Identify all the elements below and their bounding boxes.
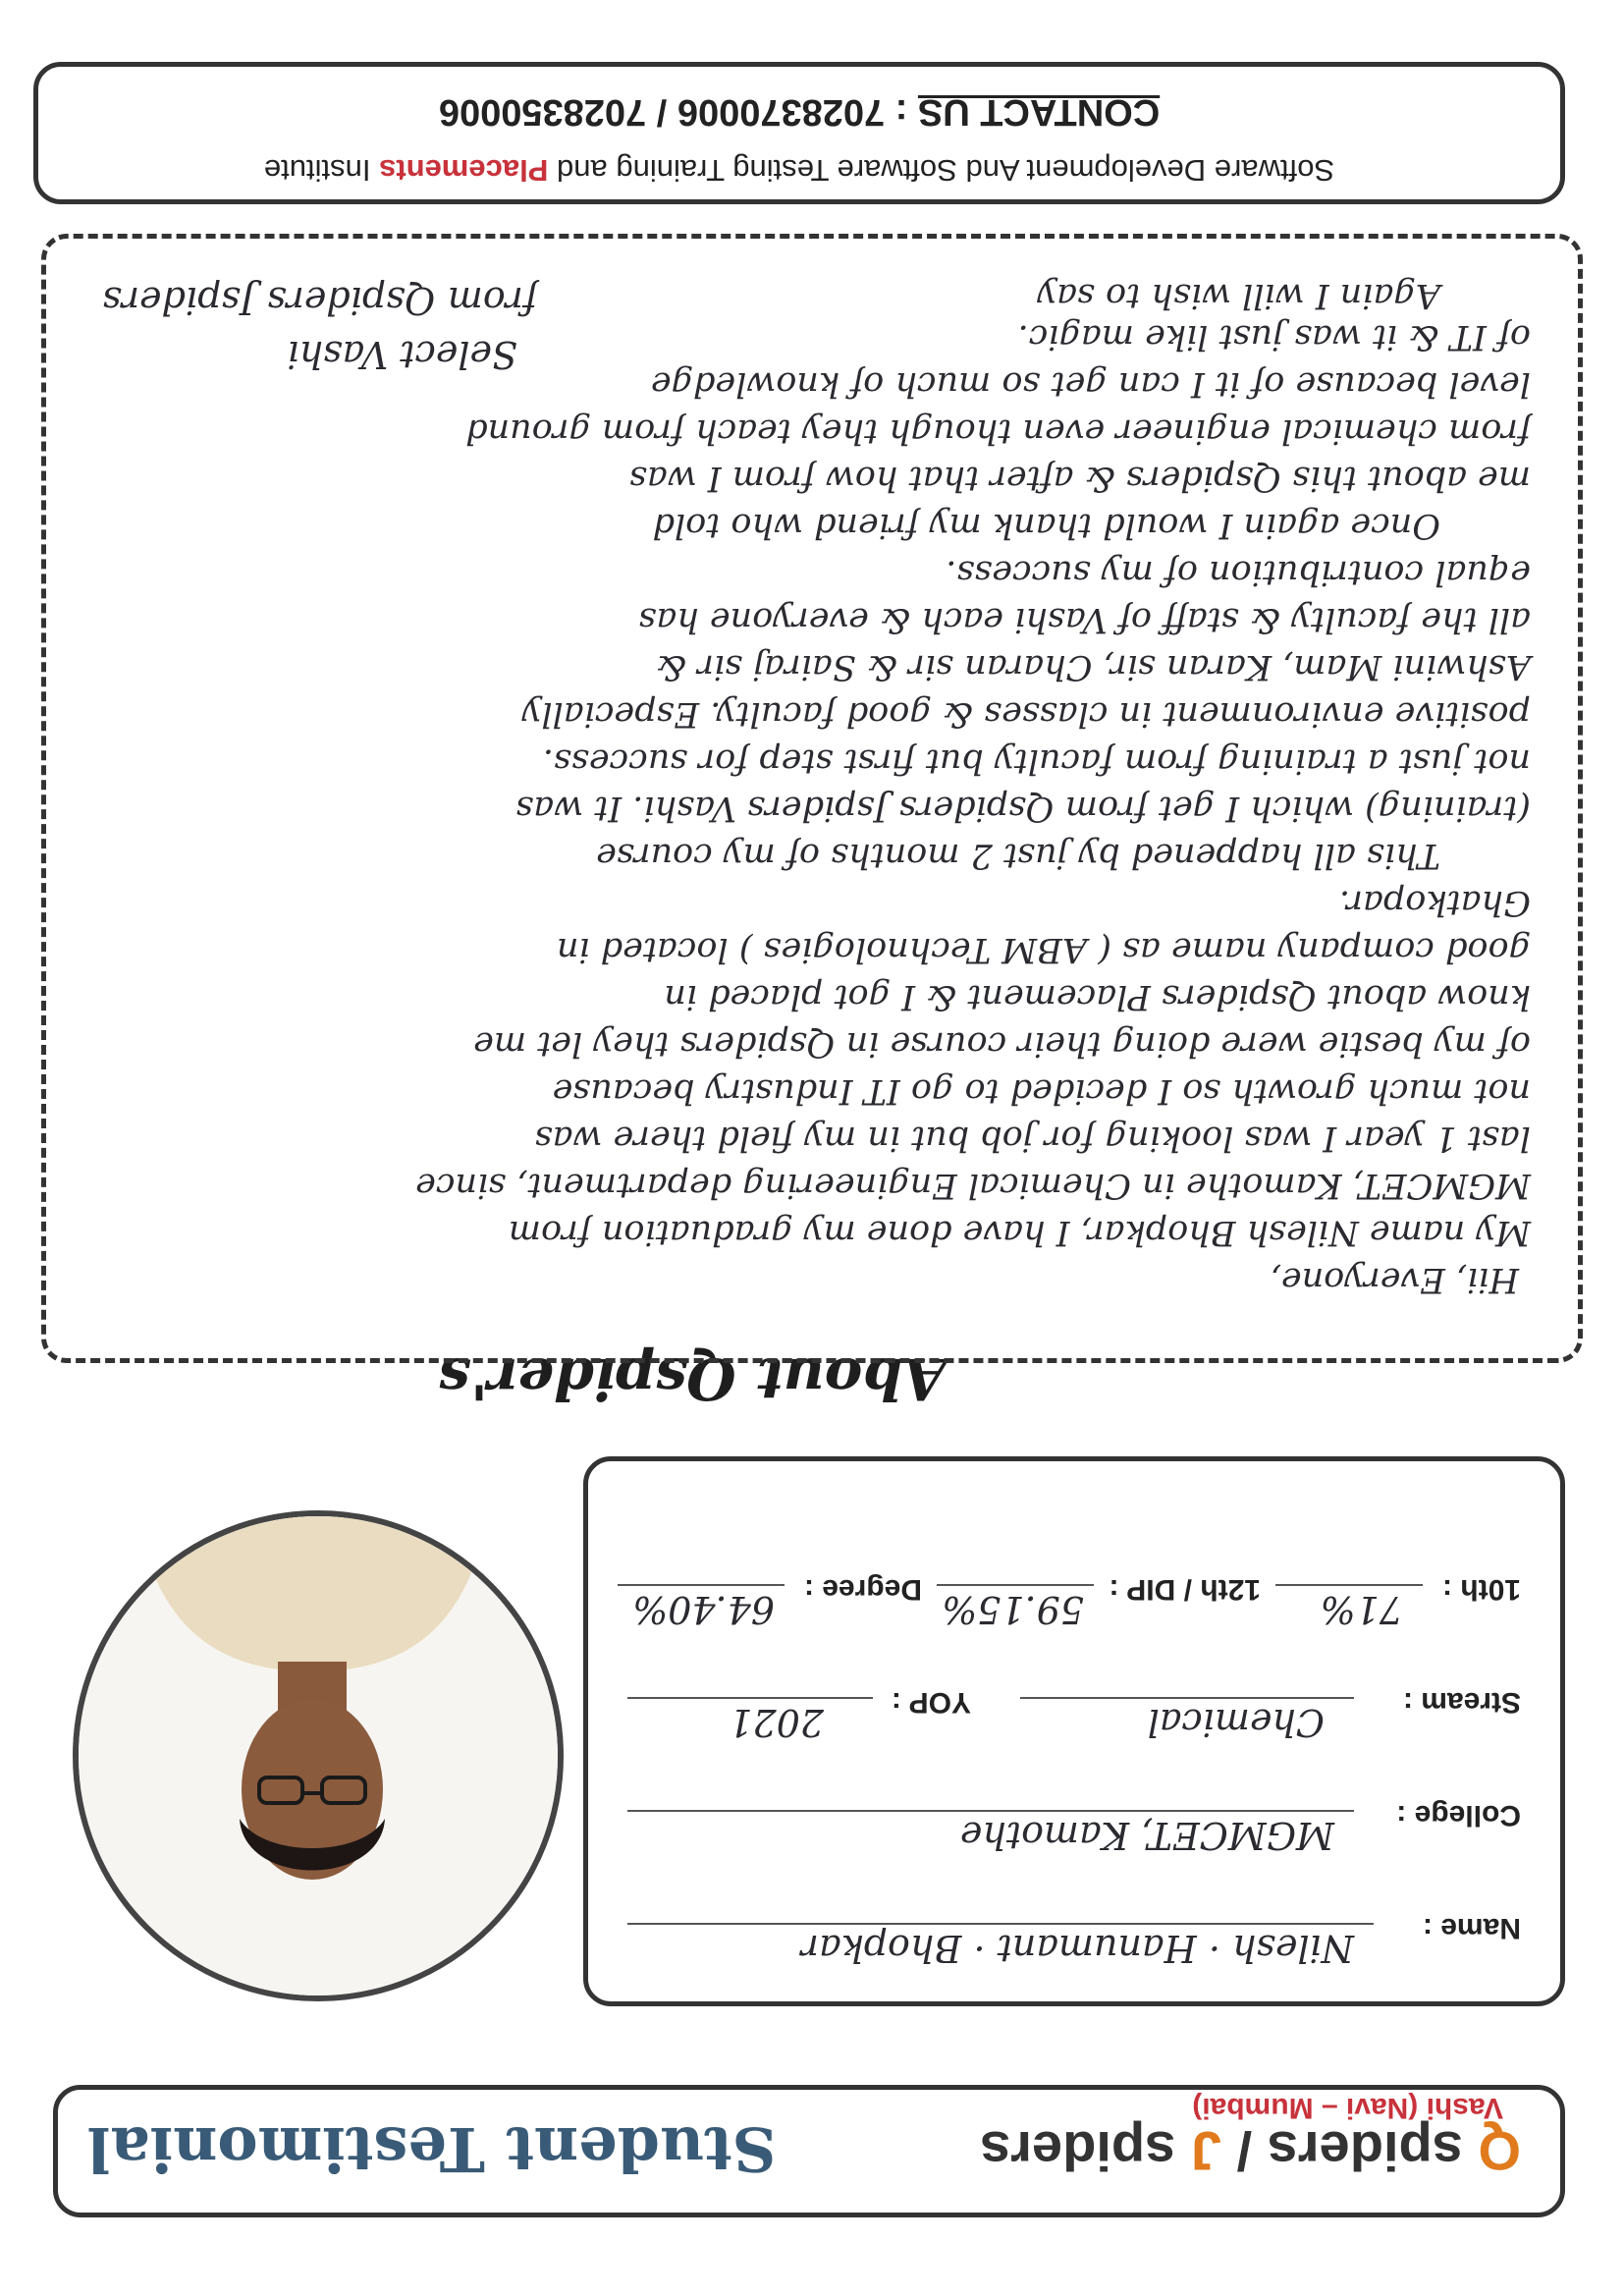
header-box — [53, 2085, 1565, 2217]
brand-logo — [980, 2119, 1521, 2183]
brand-end: spiders — [980, 2120, 1191, 2182]
college-value: MGMCET, Kamothe — [959, 1814, 1334, 1857]
stream-label: Stream : — [1402, 1686, 1521, 1719]
testimonial-line: not much growth so I decided to go IT Industry because — [552, 1071, 1531, 1111]
brand-separator: spiders / — [1221, 2120, 1479, 2182]
tagline-text-end: Institute — [263, 153, 380, 188]
tagline-text: Software Development And Software Testing Training and — [548, 153, 1335, 188]
name-value: Nilesh · Hanumant · Bhopkar — [800, 1927, 1354, 1970]
page-title: Student Testimonial — [87, 2113, 777, 2185]
name-label: Name : — [1422, 1912, 1521, 1944]
contact-info — [38, 90, 1560, 133]
testimonial-line: know about Qspiders Placement & I got placed in — [664, 977, 1531, 1016]
about-heading: About Qspider's — [438, 1345, 947, 1412]
testimonial-line: last 1 year I was looking for job but in my field there was — [534, 1119, 1531, 1158]
stream-value: Chemical — [1147, 1701, 1325, 1744]
student-photo — [73, 1510, 564, 2001]
signature-line: from Qspiders Jspiders — [102, 279, 537, 322]
testimonial-line: (training) which I get from Qspiders Jspiders Vashi. It was — [515, 789, 1531, 828]
brand-q-letter: Q — [1478, 2120, 1521, 2182]
yop-label: YOP : — [891, 1686, 971, 1719]
signature-line: Select Vashi — [287, 333, 517, 376]
testimonial-line: not just a training from faculty but first step for success. — [542, 741, 1531, 781]
testimonial-line: from chemical engineer even though they teach from ground — [465, 411, 1531, 451]
testimonial-line: good company name as ( ABM Technologies ) located in — [556, 930, 1531, 969]
twelfth-label: 12th / DIP : — [1109, 1573, 1261, 1606]
testimonial-line: of my bestie were doing their course in Qspiders they let me — [473, 1024, 1531, 1064]
degree-label: Degree : — [803, 1573, 922, 1606]
testimonial-line: Hii, Everyone, — [1270, 1260, 1519, 1299]
footer-box — [33, 62, 1565, 204]
testimonial-line: equal contribution of my success. — [946, 553, 1531, 592]
student-details-card — [583, 1456, 1565, 2006]
testimonial-line: Ghatkopar. — [1339, 883, 1531, 922]
testimonial-line: This all happened by just 2 months of my course — [596, 836, 1440, 875]
testimonial-line: all the faculty & staff of Vashi each & everyone has — [638, 600, 1531, 639]
testimonial-line: of IT & it was just like magic. — [1017, 317, 1531, 356]
testimonial-line: me about this Qspiders & after that how from I was — [628, 459, 1531, 498]
branch-location: Vashi (Navi – Mumbai) — [1192, 2092, 1503, 2124]
college-label: College : — [1396, 1799, 1521, 1831]
testimonial-line: Once again I would thank my friend who told — [652, 506, 1440, 545]
testimonial-line: Again I will wish to say — [1037, 276, 1440, 315]
testimonial-box — [41, 234, 1583, 1363]
testimonial-line: MGMCET, Kamothe in Chemical Engineering department, since — [415, 1166, 1531, 1205]
tenth-label: 10th : — [1441, 1573, 1521, 1606]
contact-numbers: : 7028370006 / 7028350006 — [438, 91, 918, 133]
testimonial-line: Ashwini Mam, Karan sir, Charan sir & Sairaj sir & — [655, 647, 1531, 686]
contact-label: CONTACT US — [917, 91, 1161, 133]
student-photo-image — [73, 1510, 558, 1995]
testimonial-line: My name Nilesh Bhopkar, I have done my graduation from — [508, 1213, 1531, 1252]
testimonial-line: level because of it I can get so much of knowledge — [650, 364, 1531, 404]
institute-tagline — [38, 152, 1560, 188]
testimonial-line: positive environment in classes & good faculty. Especially — [521, 694, 1531, 734]
degree-value: 64.40% — [632, 1588, 775, 1631]
brand-j-letter: J — [1190, 2120, 1221, 2182]
twelfth-value: 59.15% — [942, 1588, 1084, 1631]
yop-value: 2021 — [729, 1701, 824, 1744]
tenth-value: 71% — [1320, 1588, 1403, 1631]
tagline-highlight: Placements — [379, 153, 549, 188]
